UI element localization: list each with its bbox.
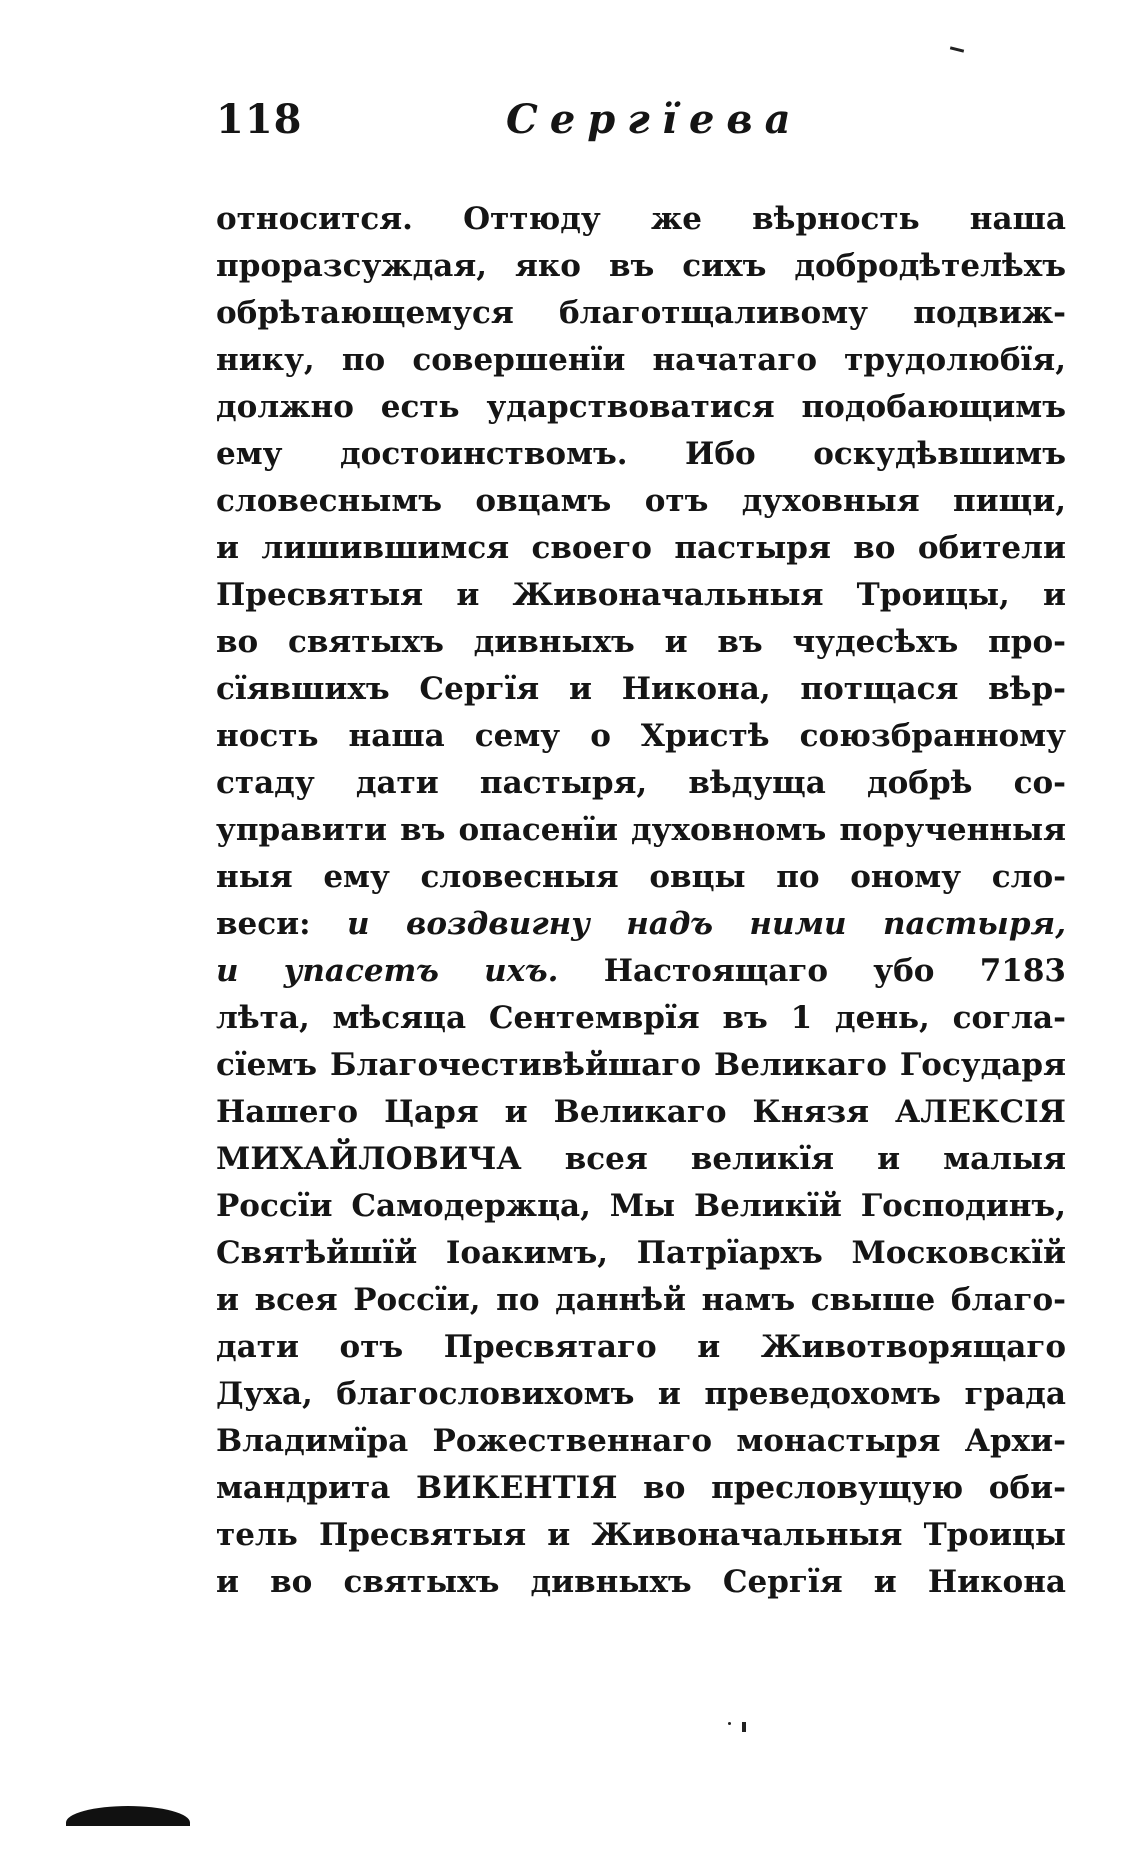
text-line: МИХАЙЛОВИЧА всея великїя и малыя bbox=[216, 1141, 1066, 1177]
text-line: Пресвятыя и Живоначальныя Троицы, и bbox=[216, 577, 1066, 613]
text-line: Святѣйшїй Іоакимъ, Патрїархъ Московскїй bbox=[216, 1235, 1066, 1271]
text-line: проразсуждая, яко въ сихъ добродѣтелѣхъ bbox=[216, 248, 1066, 284]
text-line: дати отъ Пресвятаго и Животворящаго bbox=[216, 1329, 1066, 1365]
page-number: 118 bbox=[216, 96, 303, 143]
text-line: управити въ опасенїи духовномъ порученныя bbox=[216, 812, 1066, 848]
ink-speck bbox=[728, 1722, 731, 1725]
text-line: Россїи Самодержца, Мы Великїй Господинъ, bbox=[216, 1188, 1066, 1224]
ink-smudge bbox=[66, 1806, 190, 1826]
italic-quote: и воздвигну надъ ними пастыря, bbox=[347, 906, 1066, 942]
text-line: ему достоинствомъ. Ибо оскудѣвшимъ bbox=[216, 436, 1066, 472]
text-line: относится. Оттюду же вѣрность наша bbox=[216, 201, 1066, 237]
text-line: стаду дати пастыря, вѣдуща добрѣ со- bbox=[216, 765, 1066, 801]
text-line: во святыхъ дивныхъ и въ чудесѣхъ про- bbox=[216, 624, 1066, 660]
text-line: нику, по совершенїи начатаго трудолюбїя, bbox=[216, 342, 1066, 378]
text-line: лѣта, мѣсяца Сентемврїя въ 1 день, согла- bbox=[216, 1000, 1066, 1036]
text-line: и во святыхъ дивныхъ Сергїя и Никона bbox=[216, 1564, 1066, 1600]
line-prefix: веси: bbox=[216, 906, 347, 942]
line-suffix: Настоящаго убо 7183 bbox=[558, 953, 1066, 989]
ink-speck bbox=[950, 46, 964, 52]
body-text bbox=[216, 196, 1066, 1606]
running-head bbox=[216, 96, 1066, 156]
italic-quote: и упасетъ ихъ. bbox=[216, 953, 559, 989]
text-line: Владимїра Рожественнаго монастыря Архи- bbox=[216, 1423, 1066, 1459]
text-line: тель Пресвятыя и Живоначальныя Троицы bbox=[216, 1517, 1066, 1553]
text-line: Духа, благословихомъ и преведохомъ града bbox=[216, 1376, 1066, 1412]
text-line: сїявшихъ Сергїя и Никона, потщася вѣр- bbox=[216, 671, 1066, 707]
text-line: обрѣтающемуся благотщаливому подвиж- bbox=[216, 295, 1066, 331]
text-line: ность наша сему о Христѣ союзбранному bbox=[216, 718, 1066, 754]
text-line-with-italic-quote bbox=[216, 948, 1066, 995]
text-line: ныя ему словесныя овцы по оному сло- bbox=[216, 859, 1066, 895]
text-line: словеснымъ овцамъ отъ духовныя пищи, bbox=[216, 483, 1066, 519]
text-line: и лишившимся своего пастыря во обители bbox=[216, 530, 1066, 566]
text-line: и всея Россїи, по даннѣй намъ свыше благо- bbox=[216, 1282, 1066, 1318]
text-line: мандрита ВИКЕНТІЯ во пресловущую оби- bbox=[216, 1470, 1066, 1506]
text-line: Нашего Царя и Великаго Князя АЛЕКСІЯ bbox=[216, 1094, 1066, 1130]
text-line-with-italic-quote bbox=[216, 901, 1066, 948]
text-line: сїемъ Благочестивѣйшаго Великаго Государя bbox=[216, 1047, 1066, 1083]
text-line: должно есть ударствоватися подобающимъ bbox=[216, 389, 1066, 425]
ink-speck bbox=[742, 1722, 746, 1732]
running-title: Сергїева bbox=[506, 96, 803, 143]
